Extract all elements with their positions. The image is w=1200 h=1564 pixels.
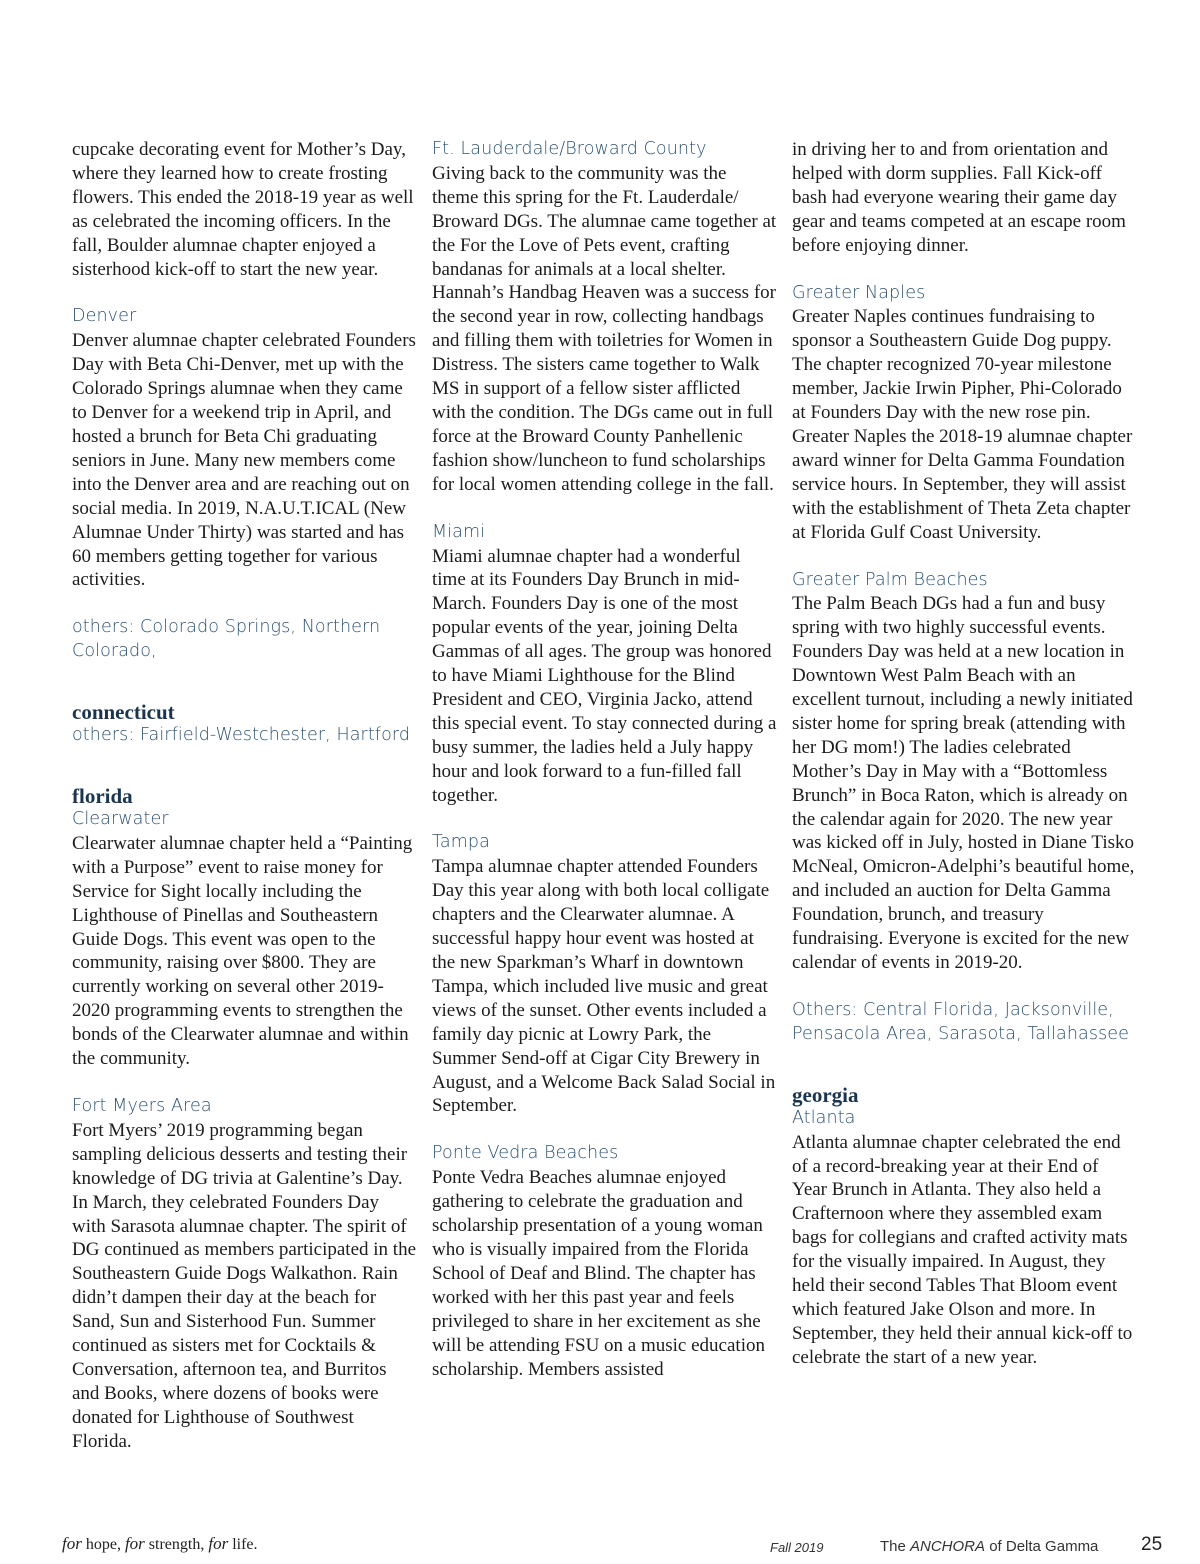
greater-palm-beaches-paragraph: The Palm Beach DGs had a fun and busy spring with two highly successful events. Founders Day was held at a new location in Downtown West Palm Beach with an excellent turnout, including a newly initiated sister home for spring break (attending with her DG mom!) The ladies celebrated Mother’s Day in May with a “Bottomless Brunch” in Boca Raton, which is already on the calendar again for 2020. The new year was kicked off in July, hosted in Diane Tisko McNeal, Omicron-Adelphi’s beautiful home, and included an auction for Delta Gamma Foundation, brunch, and treasury fundraising. Everyone is excited for the new calendar of events in 2019-20. bbox=[792, 593, 1135, 973]
heading-clearwater: Clearwater bbox=[72, 809, 169, 830]
tagline-life: life. bbox=[228, 1536, 258, 1553]
boulder-continued-paragraph: cupcake decorating event for Mother’s Day, where they learned how to create frosting flowers. This ended the 2018-19 year as well as celebrated the incoming officers. In the fall, Boulder alumnae chapter enjoyed a sisterhood kick-off to start the new year. bbox=[72, 139, 414, 280]
others-florida: Others: Central Florida, Jacksonville, Pensacola Area, Sarasota, Tallahassee bbox=[792, 999, 1130, 1044]
clearwater-paragraph: Clearwater alumnae chapter held a “Painting with a Purpose” event to raise money for Service for Sight locally including the Lighthouse of Pinellas and Southeastern Guide Dogs. This event was open to the community, raising over $800. They are currently working on several other 2019-2020 programming events to strengthen the bonds of the Clearwater alumnae and within the community. bbox=[72, 832, 413, 1070]
state-heading-florida: florida bbox=[72, 784, 133, 809]
tampa-paragraph: Tampa alumnae chapter attended Founders Day this year along with both local colligate chapters and the Clearwater alumnae. A successful happy hour event was hosted at the new Sparkman’s Wharf in downtown Tampa, which included live music and great views of the sunset. Other events included a family day picnic at Lowry Park, the Summer Send-off at Cigar City Brewery in August, and a Welcome Back Salad Social in September. bbox=[432, 856, 776, 1117]
magazine-rest: of Delta Gamma bbox=[985, 1538, 1099, 1555]
heading-greater-naples: Greater Naples bbox=[792, 282, 926, 303]
heading-tampa: Tampa bbox=[432, 832, 490, 853]
tagline-for-1: for bbox=[62, 1534, 82, 1553]
column-2 bbox=[432, 138, 777, 1381]
heading-atlanta: Atlanta bbox=[792, 1107, 856, 1128]
others-connecticut: others: Fairfield-Westchester, Hartford bbox=[72, 725, 411, 746]
footer-season: Fall 2019 bbox=[770, 1540, 824, 1555]
miami-paragraph: Miami alumnae chapter had a wonderful time at its Founders Day Brunch in mid-March. Founders Day is one of the most popular events of the year, joining Delta Gammas of all ages. The group was honored to have Miami Lighthouse for the Blind President and CEO, Virginia Jacko, attend this special event. To stay connected during a busy summer, the ladies held a July happy hour and look forward to a fun-filled fall together. bbox=[432, 545, 777, 806]
ponte-vedra-continued-paragraph: in driving her to and from orientation and helped with dorm supplies. Fall Kick-off bash had everyone wearing their game day gear and teams competed at an escape room before enjoying dinner. bbox=[792, 139, 1126, 256]
heading-ponte-vedra: Ponte Vedra Beaches bbox=[432, 1143, 619, 1164]
column-3 bbox=[792, 138, 1137, 1370]
heading-ft-lauderdale: Ft. Lauderdale/Broward County bbox=[432, 139, 707, 159]
footer-tagline bbox=[62, 1534, 258, 1558]
fort-myers-paragraph: Fort Myers’ 2019 programming began sampling delicious desserts and testing their knowledge of DG trivia at Galentine’s Day. In March, they celebrated Founders Day with Sarasota alumnae chapter. The spirit of DG continued as members participated in the Southeastern Guide Dogs Walkathon. Rain didn’t dampen their day at the beach for Sand, Sun and Sisterhood Fun. Summer continued as sisters met for Cocktails & Conversation, afternoon tea, and Burritos and Books, where dozens of books were donated for Lighthouse of Southwest Florida. bbox=[72, 1119, 417, 1452]
others-colorado: others: Colorado Springs, Northern Colorado, bbox=[72, 617, 381, 662]
heading-denver: Denver bbox=[72, 306, 137, 327]
heading-miami: Miami bbox=[432, 521, 486, 542]
magazine-anchora: ANCHORA bbox=[910, 1538, 986, 1555]
page-number: 25 bbox=[1141, 1534, 1163, 1555]
ft-lauderdale-paragraph: Giving back to the community was the theme this spring for the Ft. Lauderdale/ Broward DGs. The alumnae came together at the For the Love of Pets event, crafting bandanas for animals at a local shelter. Hannah’s Handbag Heaven was a success for the second year in row, collecting handbags and filling them with toiletries for Women in Distress. The sisters came together to Walk MS in support of a fellow sister afflicted with the condition. The DGs came out in full force at the Broward County Panhellenic fashion show/luncheon to fund scholarships for local women attending college in the fall. bbox=[432, 162, 777, 495]
greater-naples-paragraph: Greater Naples continues fundraising to sponsor a Southeastern Guide Dog puppy. The chapter recognized 70-year milestone member, Jackie Irwin Pipher, Phi-Colorado at Founders Day with the new rose pin. Greater Naples the 2018-19 alumnae chapter award winner for Delta Gamma Foundation service hours. In September, they will assist with the establishment of Theta Zeta chapter at Florida Gulf Coast University. bbox=[792, 306, 1133, 543]
footer-magazine-title bbox=[880, 1538, 1098, 1562]
state-heading-connecticut: connecticut bbox=[72, 700, 175, 725]
tagline-for-2: for bbox=[124, 1534, 145, 1553]
heading-greater-palm-beaches: Greater Palm Beaches bbox=[792, 569, 988, 590]
tagline-for-3: for bbox=[208, 1534, 229, 1553]
magazine-the: The bbox=[880, 1538, 911, 1555]
state-heading-georgia: georgia bbox=[792, 1082, 859, 1107]
ponte-vedra-paragraph: Ponte Vedra Beaches alumnae enjoyed gathering to celebrate the graduation and scholarship presentation of a young woman who is visually impaired from the Florida School of Deaf and Blind. The chapter has worked with her this past year and feels privileged to share in her excitement as she will be attending FSU on a music education scholarship. Members assisted bbox=[432, 1167, 765, 1380]
tagline-strength: strength, bbox=[144, 1536, 209, 1553]
heading-fort-myers: Fort Myers Area bbox=[72, 1096, 212, 1116]
atlanta-paragraph: Atlanta alumnae chapter celebrated the end of a record-breaking year at their End of Year Brunch in Atlanta. They also held a Crafternoon where they assembled exam bags for collegians and crafted activity mats for the visually impaired. In August, they held their second Tables That Bloom event which featured Jake Olson and more. In September, they held their annual kick-off to celebrate the start of a new year. bbox=[792, 1131, 1133, 1368]
tagline-hope: hope, bbox=[81, 1536, 125, 1553]
denver-paragraph: Denver alumnae chapter celebrated Founders Day with Beta Chi-Denver, met up with the Colorado Springs alumnae when they came to Denver for a weekend trip in April, and hosted a brunch for Beta Chi graduating seniors in June. Many new members come into the Denver area and are reaching out on social media. In 2019, N.A.U.T.ICAL (New Alumnae Under Thirty) was started and has 60 members getting together for various activities. bbox=[72, 330, 416, 591]
column-1 bbox=[72, 138, 417, 1454]
